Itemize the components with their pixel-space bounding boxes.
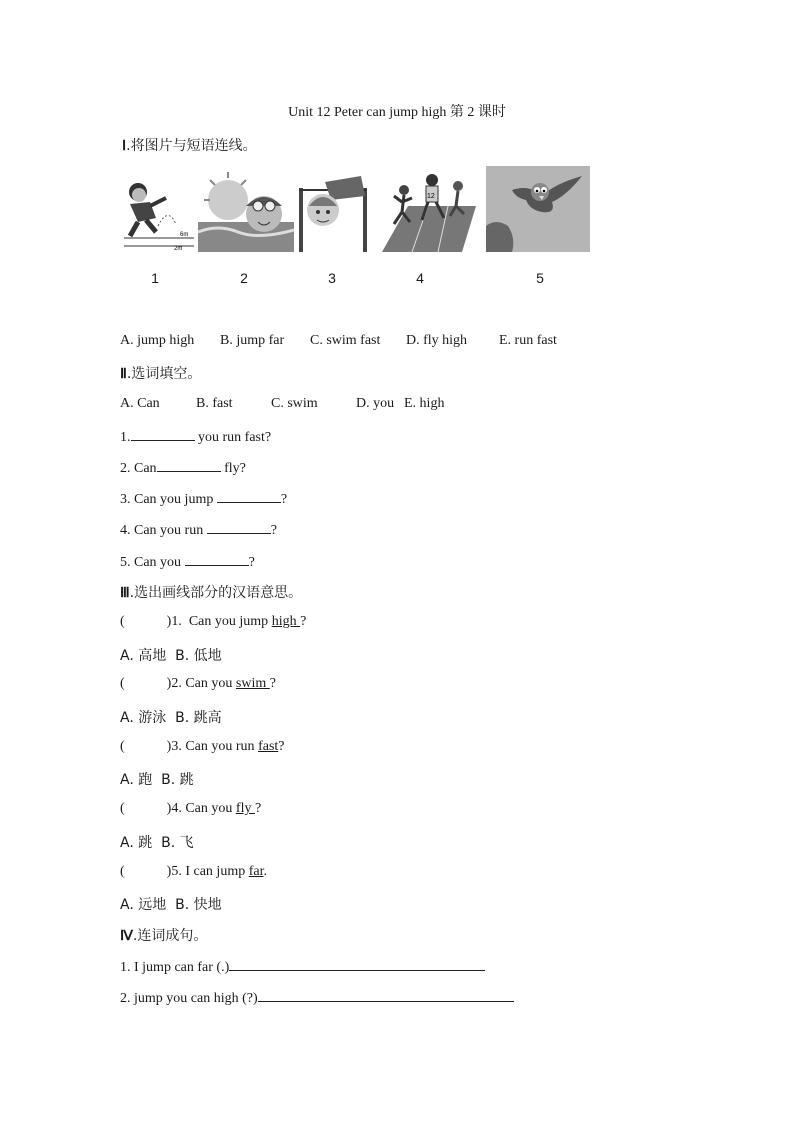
answer-blank[interactable] [131,427,195,441]
choice-options-5: A. 远地 B. 快地 [120,897,222,913]
picture-number-2: 2 [240,270,248,286]
svg-text:2m: 2m [174,246,183,252]
fill-question-2: 2. Can fly? [120,458,246,477]
picture-number-1: 1 [151,270,159,286]
section-1-heading: Ⅰ.将图片与短语连线。 [122,138,257,154]
page-title: Unit 12 Peter can jump high 第 2 课时 [288,105,506,120]
picture-number-5: 5 [536,270,544,286]
choice-options-3: A. 跑 B. 跳 [120,772,194,788]
word-option-c: C. swim [271,396,318,411]
svg-text:6m: 6m [180,232,189,238]
word-option-e: E. high [404,396,445,411]
flying-bird-icon [486,166,590,252]
picture-number-3: 3 [328,270,336,286]
answer-blank[interactable] [185,552,249,566]
section-2-heading: Ⅱ.选词填空。 [120,366,202,382]
fill-question-3: 3. Can you jump ? [120,489,287,508]
picture-number-4: 4 [416,270,424,286]
choice-options-2: A. 游泳 B. 跳高 [120,710,222,726]
choice-question-2: ( )2. Can you swim ? [120,676,276,691]
choice-options-4: A. 跳 B. 飞 [120,835,194,851]
choice-question-1: ( )1. Can you jump high ? [120,614,307,629]
sentence-question-2: 2. jump you can high (?) [120,988,514,1007]
option-e: E. run fast [499,333,557,348]
option-a: A. jump high [120,333,195,348]
long-jump-boy-icon [116,166,196,252]
fill-question-5: 5. Can you ? [120,552,255,571]
answer-blank[interactable] [217,489,281,503]
answer-line[interactable] [229,957,485,971]
answer-blank[interactable] [157,458,221,472]
svg-text:12: 12 [427,193,435,200]
running-race-icon [382,166,476,252]
sentence-question-1: 1. I jump can far (.) [120,957,485,976]
answer-blank[interactable] [207,520,271,534]
choice-question-5: ( )5. I can jump far. [120,864,267,879]
option-b: B. jump far [220,333,285,348]
fill-question-1: 1. you run fast? [120,427,271,446]
choice-question-4: ( )4. Can you fly ? [120,801,262,816]
option-d: D. fly high [406,333,468,348]
high-jump-boy-icon [295,166,375,252]
word-option-a: A. Can [120,396,160,411]
swimming-boy-icon [198,166,294,252]
section-4-heading: Ⅳ.连词成句。 [120,928,208,944]
word-option-b: B. fast [196,396,233,411]
option-c: C. swim fast [310,333,381,348]
answer-line[interactable] [258,988,514,1002]
word-option-d: D. you [356,396,395,411]
section-3-heading: Ⅲ.选出画线部分的汉语意思。 [120,585,303,601]
choice-question-3: ( )3. Can you run fast? [120,739,285,754]
choice-options-1: A. 高地 B. 低地 [120,648,222,664]
fill-question-4: 4. Can you run ? [120,520,277,539]
